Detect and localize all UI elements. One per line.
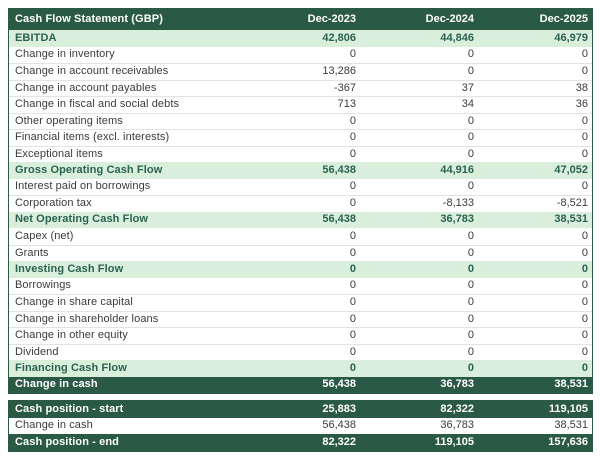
value-cell: 0 bbox=[349, 329, 356, 342]
row-label: Capex (net) bbox=[15, 230, 74, 242]
table-row bbox=[9, 30, 592, 47]
value-cell: 38 bbox=[575, 81, 588, 94]
value-cell: 0 bbox=[349, 131, 356, 144]
table-header-row bbox=[9, 9, 592, 30]
value-cell: 0 bbox=[467, 131, 474, 144]
table-row bbox=[9, 418, 592, 435]
value-cell: 44,846 bbox=[440, 31, 474, 44]
value-cell: 157,636 bbox=[548, 435, 588, 448]
cash-flow-statement bbox=[8, 8, 593, 452]
value-cell: 119,105 bbox=[548, 402, 588, 415]
value-cell: 38,531 bbox=[554, 419, 588, 432]
row-label: Change in other equity bbox=[15, 330, 128, 342]
value-cell: 0 bbox=[349, 229, 356, 242]
value-cell: 56,438 bbox=[322, 419, 356, 432]
cash-flow-table bbox=[8, 8, 593, 394]
row-label: Change in fiscal and social debts bbox=[15, 99, 180, 111]
row-label: Grants bbox=[15, 247, 49, 259]
value-cell: 0 bbox=[349, 180, 356, 193]
row-label: Change in account payables bbox=[15, 82, 157, 94]
value-cell: 0 bbox=[467, 229, 474, 242]
table-row bbox=[9, 377, 592, 394]
value-cell: 0 bbox=[349, 279, 356, 292]
value-cell: 0 bbox=[581, 345, 588, 358]
value-cell: 0 bbox=[349, 246, 356, 259]
value-cell: 38,531 bbox=[554, 213, 588, 226]
table-row bbox=[9, 245, 592, 262]
value-cell: 0 bbox=[467, 48, 474, 61]
table-row bbox=[9, 195, 592, 212]
table-row bbox=[9, 360, 592, 377]
row-label: Cash position - start bbox=[15, 403, 124, 415]
row-label: Change in cash bbox=[15, 379, 98, 391]
table-title: Cash Flow Statement (GBP) bbox=[15, 14, 163, 25]
column-header-dec-2023: Dec-2023 bbox=[307, 13, 356, 25]
value-cell: 0 bbox=[349, 312, 356, 325]
value-cell: 38,531 bbox=[554, 378, 588, 391]
row-label: Change in share capital bbox=[15, 297, 133, 309]
table-row bbox=[9, 96, 592, 113]
value-cell: 0 bbox=[581, 296, 588, 309]
value-cell: -8,133 bbox=[442, 197, 474, 210]
value-cell: 0 bbox=[581, 279, 588, 292]
value-cell: 0 bbox=[581, 229, 588, 242]
row-label: Corporation tax bbox=[15, 198, 92, 210]
table-row bbox=[9, 212, 592, 229]
table-row bbox=[9, 63, 592, 80]
value-cell: 82,322 bbox=[322, 435, 356, 448]
value-cell: 0 bbox=[467, 262, 474, 275]
table-row bbox=[9, 129, 592, 146]
cash-position-table bbox=[8, 400, 593, 452]
value-cell: 36,783 bbox=[440, 419, 474, 432]
table-row bbox=[9, 261, 592, 278]
value-cell: 82,322 bbox=[440, 402, 474, 415]
value-cell: 37 bbox=[461, 81, 474, 94]
value-cell: 47,052 bbox=[554, 163, 588, 176]
table-body bbox=[9, 30, 592, 393]
value-cell: 36,783 bbox=[440, 378, 474, 391]
column-header-dec-2024: Dec-2024 bbox=[425, 13, 474, 25]
value-cell: 0 bbox=[467, 180, 474, 193]
value-cell: 0 bbox=[349, 114, 356, 127]
value-cell: 0 bbox=[581, 262, 588, 275]
value-cell: 0 bbox=[349, 345, 356, 358]
value-cell: 0 bbox=[467, 114, 474, 127]
value-cell: 0 bbox=[467, 345, 474, 358]
row-label: Change in shareholder loans bbox=[15, 313, 159, 325]
value-cell: 0 bbox=[467, 361, 474, 374]
row-label: Borrowings bbox=[15, 280, 72, 292]
table-row bbox=[9, 311, 592, 328]
value-cell: 0 bbox=[581, 48, 588, 61]
value-cell: 56,438 bbox=[322, 378, 356, 391]
value-cell: 0 bbox=[581, 361, 588, 374]
value-cell: 0 bbox=[581, 147, 588, 160]
value-cell: 713 bbox=[337, 98, 356, 111]
row-label: Other operating items bbox=[15, 115, 123, 127]
value-cell: 44,916 bbox=[440, 163, 474, 176]
table-row bbox=[9, 278, 592, 295]
value-cell: 0 bbox=[467, 329, 474, 342]
table-row bbox=[9, 228, 592, 245]
value-cell: 0 bbox=[467, 65, 474, 78]
value-cell: 0 bbox=[349, 147, 356, 160]
value-cell: 0 bbox=[349, 262, 356, 275]
table-body bbox=[9, 401, 592, 451]
row-label: Interest paid on borrowings bbox=[15, 181, 151, 193]
value-cell: 36,783 bbox=[440, 213, 474, 226]
value-cell: 0 bbox=[467, 147, 474, 160]
value-cell: 0 bbox=[581, 65, 588, 78]
column-header-dec-2025: Dec-2025 bbox=[539, 13, 588, 25]
value-cell: 0 bbox=[581, 180, 588, 193]
table-row bbox=[9, 47, 592, 64]
value-cell: 0 bbox=[349, 296, 356, 309]
row-label: Investing Cash Flow bbox=[15, 263, 124, 275]
table-row bbox=[9, 327, 592, 344]
value-cell: 36 bbox=[575, 98, 588, 111]
value-cell: 25,883 bbox=[322, 402, 356, 415]
value-cell: 46,979 bbox=[554, 31, 588, 44]
row-label: Cash position - end bbox=[15, 436, 119, 448]
value-cell: 56,438 bbox=[322, 163, 356, 176]
value-cell: 0 bbox=[581, 131, 588, 144]
row-label: Change in account receivables bbox=[15, 66, 169, 78]
row-label: Net Operating Cash Flow bbox=[15, 214, 149, 226]
value-cell: 0 bbox=[581, 114, 588, 127]
row-label: Financing Cash Flow bbox=[15, 362, 127, 374]
table-row bbox=[9, 113, 592, 130]
table-row bbox=[9, 344, 592, 361]
row-label: Change in inventory bbox=[15, 49, 115, 61]
row-label: Dividend bbox=[15, 346, 59, 358]
row-label: Gross Operating Cash Flow bbox=[15, 164, 163, 176]
table-row bbox=[9, 162, 592, 179]
value-cell: 119,105 bbox=[434, 435, 474, 448]
value-cell: 13,286 bbox=[322, 65, 356, 78]
row-label: Financial items (excl. interests) bbox=[15, 132, 170, 144]
value-cell: 0 bbox=[467, 296, 474, 309]
row-label: EBITDA bbox=[15, 32, 57, 44]
value-cell: -8,521 bbox=[556, 197, 588, 210]
value-cell: 34 bbox=[461, 98, 474, 111]
table-row bbox=[9, 80, 592, 97]
value-cell: 0 bbox=[581, 312, 588, 325]
value-cell: 56,438 bbox=[322, 213, 356, 226]
value-cell: 0 bbox=[581, 329, 588, 342]
value-cell: 0 bbox=[349, 361, 356, 374]
table-row bbox=[9, 294, 592, 311]
value-cell: 0 bbox=[467, 312, 474, 325]
value-cell: 0 bbox=[467, 246, 474, 259]
value-cell: 0 bbox=[349, 197, 356, 210]
value-cell: 42,806 bbox=[322, 31, 356, 44]
value-cell: 0 bbox=[349, 48, 356, 61]
value-cell: -367 bbox=[333, 81, 356, 94]
row-label: Exceptional items bbox=[15, 148, 103, 160]
value-cell: 0 bbox=[467, 279, 474, 292]
value-cell: 0 bbox=[581, 246, 588, 259]
table-row bbox=[9, 401, 592, 418]
table-row bbox=[9, 434, 592, 451]
row-label: Change in cash bbox=[15, 420, 93, 432]
table-row bbox=[9, 146, 592, 163]
table-row bbox=[9, 179, 592, 196]
